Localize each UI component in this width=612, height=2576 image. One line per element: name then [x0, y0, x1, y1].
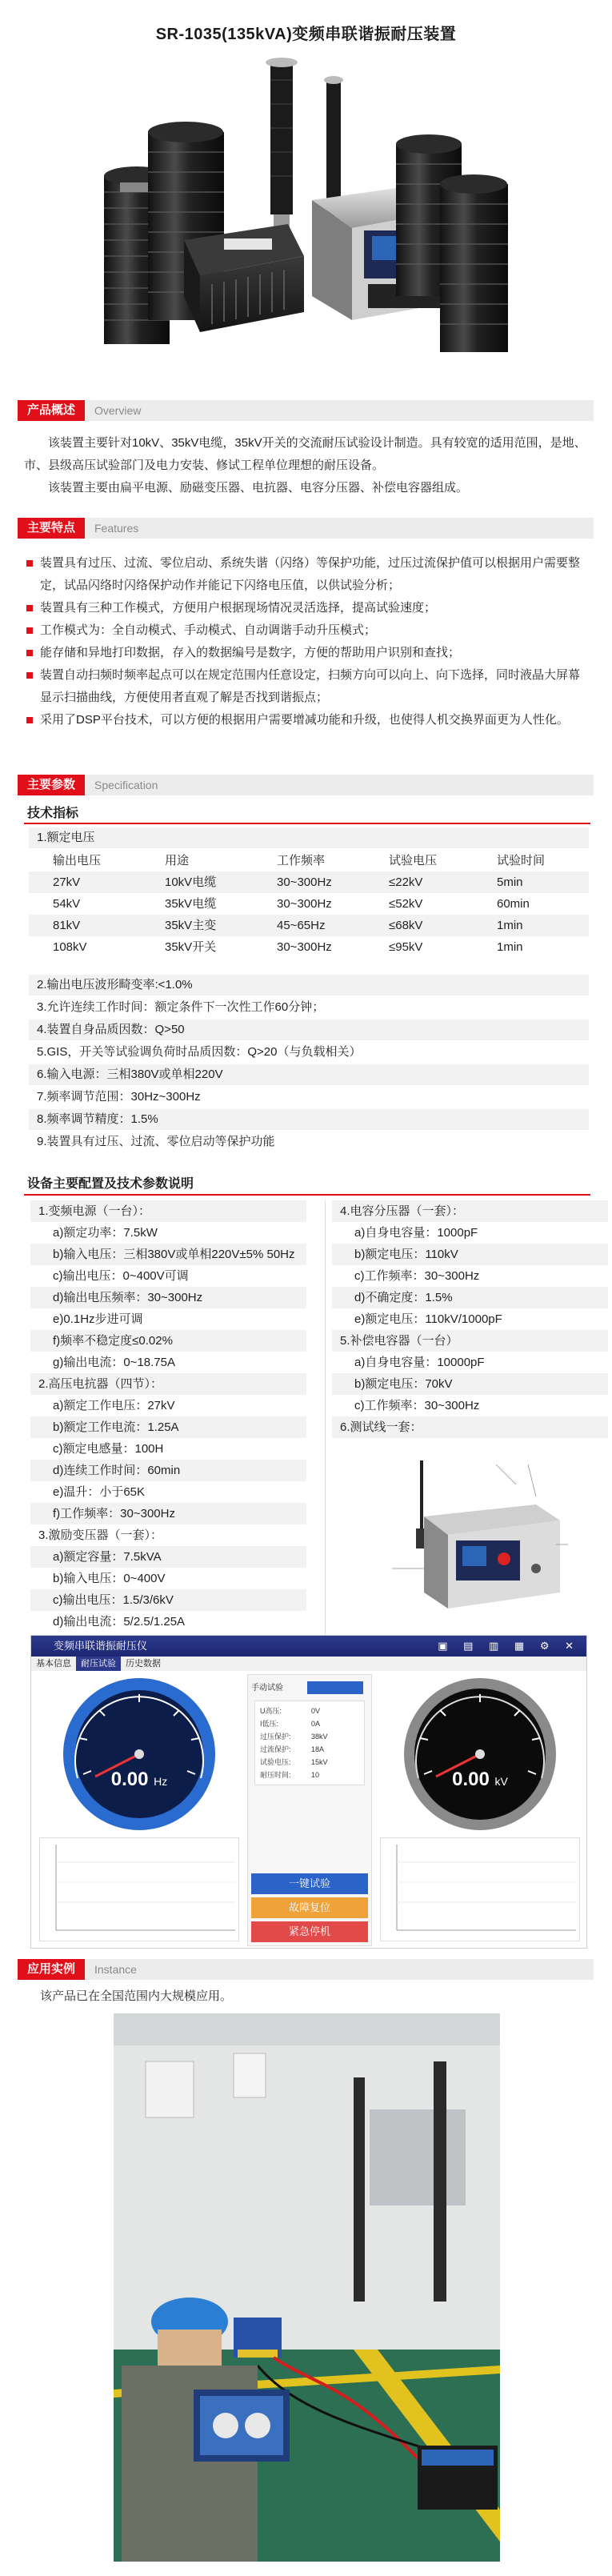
voltage-gauge [380, 1674, 580, 1834]
config-param: c)额定电感量：100H [53, 1442, 164, 1456]
config-param: f)工作频率：30~300Hz [30, 1503, 306, 1524]
config-group-title: 2.高压电抗器（四节）： [30, 1373, 306, 1395]
table-header: 用途 [165, 854, 190, 867]
table-cell: 81kV [53, 919, 81, 932]
table-header: 试验电压 [389, 854, 438, 867]
one-key-test-button[interactable]: 一键试验 [251, 1873, 368, 1894]
config-param: c)输出电压：0~400V可调 [53, 1269, 189, 1283]
section-tag: 主要参数 [18, 775, 85, 795]
toolbar-icons: ▣ ▤ ▥ ▦ ⚙ ✕ [438, 1640, 580, 1652]
section-overview-bar [18, 400, 594, 421]
tab-basic-info[interactable]: 基本信息 [36, 1659, 71, 1669]
section-tag: 应用实例 [18, 1959, 85, 1980]
config-param: b)输入电压：0~400V [53, 1572, 166, 1585]
capacitor-divider [266, 58, 298, 246]
tab-withstand-test[interactable]: 耐压试验 [76, 1657, 121, 1671]
table-cell: 30~300Hz [277, 897, 332, 911]
config-param: c)输出电压：1.5/3/6kV [30, 1589, 306, 1611]
mode-row [251, 1680, 368, 1696]
table-header: 输出电压 [53, 854, 102, 867]
table-header: 试验时间 [497, 854, 546, 867]
voltage-value: 0.00 kV [452, 1769, 508, 1790]
divider [24, 1194, 590, 1196]
config-right-column [332, 1200, 608, 1438]
table-cell: ≤22kV [389, 875, 423, 889]
control-panel [247, 1674, 372, 1946]
config-group-title: 5.补偿电容器（一台） [332, 1330, 608, 1352]
section-subtitle: Overview [94, 404, 142, 417]
table-cell: ≤52kV [389, 897, 423, 911]
section-tag: 产品概述 [18, 400, 85, 421]
table-row [29, 915, 589, 936]
test-line-image [376, 1448, 584, 1625]
table-row [29, 936, 589, 958]
table-header: 工作频率 [277, 854, 326, 867]
spec-item-1: 1.额定电压 [29, 827, 589, 848]
feature-item: 工作模式为：全自动模式、手动模式、自动调谐手动升压模式； [24, 619, 590, 642]
param-row: 过压保护: 38kV [260, 1733, 328, 1741]
table-cell: ≤68kV [389, 919, 423, 932]
table-cell: 35kV开关 [165, 940, 217, 954]
config-heading: 设备主要配置及技术参数说明 [27, 1177, 194, 1191]
table-cell: 30~300Hz [277, 875, 332, 889]
section-spec-bar [18, 775, 594, 795]
param-row: U高压: 0V [260, 1707, 321, 1715]
section-subtitle: Specification [94, 779, 158, 791]
spec-heading: 技术指标 [27, 807, 79, 820]
software-screenshot [30, 1635, 587, 1949]
config-param: f)频率不稳定度≤0.02% [30, 1330, 306, 1352]
features-list [24, 552, 590, 731]
config-param: e)温升：小于65K [53, 1485, 146, 1499]
param-row: 耐压时间: 10 [260, 1771, 320, 1779]
config-param: b)输入电压：三相380V或单相220V±5% 50Hz [30, 1244, 306, 1265]
config-param: d)输出电压频率：30~300Hz [30, 1287, 306, 1308]
table-cell: 1min [497, 940, 523, 954]
feature-item: 装置具有过压、过流、零位启动、系统失谐（闪络）等保护功能，过压过流保护值可以根据用户需要整定，试品闪络时闪络保护动作并能记下闪络电压值，以供试验分析； [24, 552, 590, 597]
excitation-transformer [184, 224, 304, 332]
config-param: b)额定电压：110kV [332, 1244, 608, 1265]
config-param: d)不确定度：1.5% [332, 1287, 608, 1308]
feature-item: 能存储和异地打印数据，存入的数据编号是数字，方便的帮助用户识别和查找； [24, 642, 590, 664]
config-param: e)额定电压：110kV/1000pF [354, 1312, 502, 1326]
frequency-gauge [39, 1674, 239, 1834]
overview-text [24, 432, 590, 499]
compensation-capacitor [324, 76, 343, 216]
reactor-stack-right-2 [440, 174, 508, 352]
config-param: a)自身电容量：10000pF [354, 1356, 485, 1369]
overview-para-2: 该装置主要由扁平电源、励磁变压器、电抗器、电容分压器、补偿电容器组成。 [48, 481, 469, 495]
table-cell: 35kV主变 [165, 919, 217, 932]
feature-item: 装置自动扫频时频率起点可以在规定范围内任意设定，扫频方向可以向上、向下选择，同时液晶大屏幕显示扫描曲线，方便使用者直观了解是否找到谐振点； [24, 664, 590, 709]
tab-history[interactable]: 历史数据 [126, 1659, 161, 1669]
config-param: a)额定工作电压：27kV [53, 1399, 175, 1412]
config-param: d)连续工作时间：60min [30, 1460, 306, 1481]
config-param: b)额定工作电流：1.25A [30, 1416, 306, 1438]
config-group-title: 6.测试线一套： [332, 1416, 608, 1438]
spec-item: 7.频率调节范围：30Hz~300Hz [37, 1090, 201, 1104]
spec-item: 4.装置自身品质因数：Q>50 [29, 1020, 589, 1040]
mode-label: 手动试验 [251, 1684, 283, 1693]
application-photo [114, 2013, 500, 2562]
spec-item: 9.装置具有过压、过流、零位启动等保护功能 [37, 1135, 275, 1148]
software-title: 变频串联谐振耐压仪 [54, 1640, 148, 1652]
overview-para-1: 该装置主要针对10kV、35kV电缆，35kV开关的交流耐压试验设计制造。具有较宽的适用范围，是地、市、县级高压试验部门及电力安装、修试工程单位理想的耐压设备。 [24, 436, 586, 472]
config-param: a)自身电容量：1000pF [354, 1226, 478, 1240]
param-row: 试验电压: 15kV [260, 1758, 328, 1766]
config-param: c)工作频率：30~300Hz [354, 1269, 480, 1283]
table-cell: 30~300Hz [277, 940, 332, 954]
feature-item: 采用了DSP平台技术，可以方便的根据用户需要增减功能和升级，也使得人机交换界面更为人性化。 [24, 709, 590, 731]
config-left-column [30, 1200, 306, 1633]
section-features-bar [18, 518, 594, 539]
section-subtitle: Instance [94, 1963, 137, 1976]
instance-text: 该产品已在全国范围内大规模应用。 [40, 1989, 233, 2003]
config-param: d)输出电流：5/2.5/1.25A [53, 1615, 186, 1629]
spec-item: 5.GIS，开关等试验调负荷时品质因数：Q>20（与负载相关） [37, 1045, 362, 1059]
table-header-row [29, 850, 589, 871]
feature-item: 装置具有三种工作模式，方便用户根据现场情况灵活选择，提高试验速度； [24, 597, 590, 619]
table-cell: 35kV电缆 [165, 897, 217, 911]
spec-item: 8.频率调节精度：1.5% [29, 1109, 589, 1130]
software-tabs [31, 1657, 587, 1671]
frequency-curve-chart [39, 1837, 239, 1941]
section-tag: 主要特点 [18, 518, 85, 539]
column-divider [325, 1200, 326, 1639]
table-cell: 10kV电缆 [165, 875, 217, 889]
table-row [29, 871, 589, 893]
config-param: a)额定功率：7.5kW [53, 1226, 158, 1240]
config-param: e)0.1Hz步进可调 [53, 1312, 143, 1326]
spec-item: 6.输入电源：三相380V或单相220V [29, 1064, 589, 1085]
page-title: SR-1035(135kVA)变频串联谐振耐压装置 [155, 26, 457, 43]
section-subtitle: Features [94, 522, 139, 535]
config-param: a)额定容量：7.5kVA [30, 1546, 306, 1568]
software-titlebar [31, 1636, 587, 1657]
table-cell: 5min [497, 875, 523, 889]
voltage-curve-chart [380, 1837, 580, 1941]
frequency-value: 0.00 Hz [110, 1769, 168, 1790]
table-cell: ≤95kV [389, 940, 423, 954]
config-group-title: 1.变频电源（一台）： [30, 1200, 306, 1222]
divider [24, 823, 590, 824]
voltage-table [29, 850, 589, 958]
table-row [29, 893, 589, 915]
table-cell: 60min [497, 897, 530, 911]
config-group-title: 4.电容分压器（一套）： [332, 1200, 608, 1222]
spec-item: 3.允许连续工作时间：额定条件下一次性工作60分钟； [37, 1000, 325, 1014]
fault-reset-button[interactable]: 故障复位 [251, 1897, 368, 1918]
params-box [254, 1701, 365, 1785]
mode-select[interactable] [307, 1681, 363, 1694]
emergency-stop-button[interactable]: 紧急停机 [251, 1921, 368, 1942]
table-cell: 45~65Hz [277, 919, 326, 932]
table-cell: 108kV [53, 940, 87, 954]
table-cell: 27kV [53, 875, 81, 889]
product-hero-image [96, 56, 516, 372]
section-instance-bar [18, 1959, 594, 1980]
param-row: 过流保护: 18A [260, 1745, 325, 1753]
config-group-title: 3.激励变压器（一套）： [38, 1528, 163, 1542]
table-cell: 1min [497, 919, 523, 932]
config-param: g)输出电流：0~18.75A [53, 1356, 175, 1369]
spec-item: 2.输出电压波形畸变率:<1.0% [29, 975, 589, 996]
param-row: I低压: 0A [260, 1720, 321, 1728]
table-cell: 54kV [53, 897, 81, 911]
config-param: c)工作频率：30~300Hz [354, 1399, 480, 1412]
config-param: b)额定电压：70kV [332, 1373, 608, 1395]
